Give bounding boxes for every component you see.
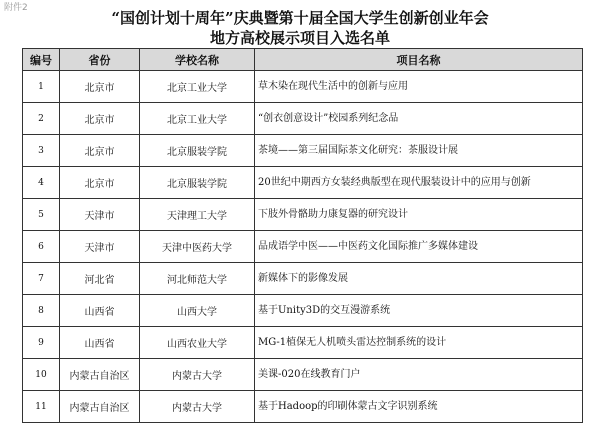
cell-province: 内蒙古自治区 bbox=[60, 359, 140, 391]
cell-school: 北京服装学院 bbox=[140, 167, 255, 199]
cell-school: 天津理工大学 bbox=[140, 199, 255, 231]
cell-project: 草木染在现代生活中的创新与应用 bbox=[255, 71, 583, 103]
cell-school: 山西农业大学 bbox=[140, 327, 255, 359]
table-row bbox=[23, 103, 583, 135]
cell-number: 3 bbox=[23, 135, 60, 167]
cell-province: 山西省 bbox=[60, 295, 140, 327]
cell-province: 北京市 bbox=[60, 103, 140, 135]
cell-province: 北京市 bbox=[60, 167, 140, 199]
cell-province: 天津市 bbox=[60, 199, 140, 231]
header-project: 项目名称 bbox=[255, 49, 583, 71]
document-title-line2: 地方高校展示项目入选名单 bbox=[209, 29, 390, 47]
attachment-label: 附件2 bbox=[4, 3, 28, 13]
cell-school: 内蒙古大学 bbox=[140, 359, 255, 391]
header-number: 编号 bbox=[23, 49, 60, 71]
cell-project: MG-1植保无人机喷头雷达控制系统的设计 bbox=[255, 327, 583, 359]
cell-project: 新媒体下的影像发展 bbox=[255, 263, 583, 295]
cell-province: 内蒙古自治区 bbox=[60, 391, 140, 423]
cell-school: 北京工业大学 bbox=[140, 71, 255, 103]
table-row bbox=[23, 167, 583, 199]
cell-number: 8 bbox=[23, 295, 60, 327]
cell-project: 美课-020在线教育门户 bbox=[255, 359, 583, 391]
cell-number: 1 bbox=[23, 71, 60, 103]
table-row bbox=[23, 71, 583, 103]
cell-school: 河北师范大学 bbox=[140, 263, 255, 295]
cell-province: 北京市 bbox=[60, 71, 140, 103]
cell-number: 9 bbox=[23, 327, 60, 359]
cell-province: 山西省 bbox=[60, 327, 140, 359]
cell-school: 北京服装学院 bbox=[140, 135, 255, 167]
document-title-line1: “国创计划十周年”庆典暨第十届全国大学生创新创业年会 bbox=[111, 9, 489, 27]
cell-project: 20世纪中期西方女装经典版型在现代服装设计中的应用与创新 bbox=[255, 167, 583, 199]
cell-number: 6 bbox=[23, 231, 60, 263]
table-row bbox=[23, 231, 583, 263]
header-school: 学校名称 bbox=[140, 49, 255, 71]
cell-number: 4 bbox=[23, 167, 60, 199]
table-row bbox=[23, 359, 583, 391]
table-header-row bbox=[23, 49, 583, 71]
cell-number: 5 bbox=[23, 199, 60, 231]
table-row bbox=[23, 135, 583, 167]
cell-school: 天津中医药大学 bbox=[140, 231, 255, 263]
table-row bbox=[23, 199, 583, 231]
project-table bbox=[22, 48, 583, 423]
cell-project: 品成语学中医——中医药文化国际推广多媒体建设 bbox=[255, 231, 583, 263]
cell-school: 北京工业大学 bbox=[140, 103, 255, 135]
cell-number: 10 bbox=[23, 359, 60, 391]
cell-project: 茶境——第三届国际茶文化研究：茶服设计展 bbox=[255, 135, 583, 167]
cell-project: 基于Unity3D的交互漫游系统 bbox=[255, 295, 583, 327]
table-row bbox=[23, 295, 583, 327]
header-province: 省份 bbox=[60, 49, 140, 71]
cell-project: 下肢外骨骼助力康复器的研究设计 bbox=[255, 199, 583, 231]
cell-province: 北京市 bbox=[60, 135, 140, 167]
cell-school: 山西大学 bbox=[140, 295, 255, 327]
table-row bbox=[23, 327, 583, 359]
cell-project: 基于Hadoop的印刷体蒙古文字识别系统 bbox=[255, 391, 583, 423]
table-row bbox=[23, 391, 583, 423]
cell-province: 天津市 bbox=[60, 231, 140, 263]
cell-number: 11 bbox=[23, 391, 60, 423]
cell-province: 河北省 bbox=[60, 263, 140, 295]
cell-school: 内蒙古大学 bbox=[140, 391, 255, 423]
table-row bbox=[23, 263, 583, 295]
cell-number: 2 bbox=[23, 103, 60, 135]
cell-project: “创衣创意设计”校园系列纪念品 bbox=[255, 103, 583, 135]
cell-number: 7 bbox=[23, 263, 60, 295]
